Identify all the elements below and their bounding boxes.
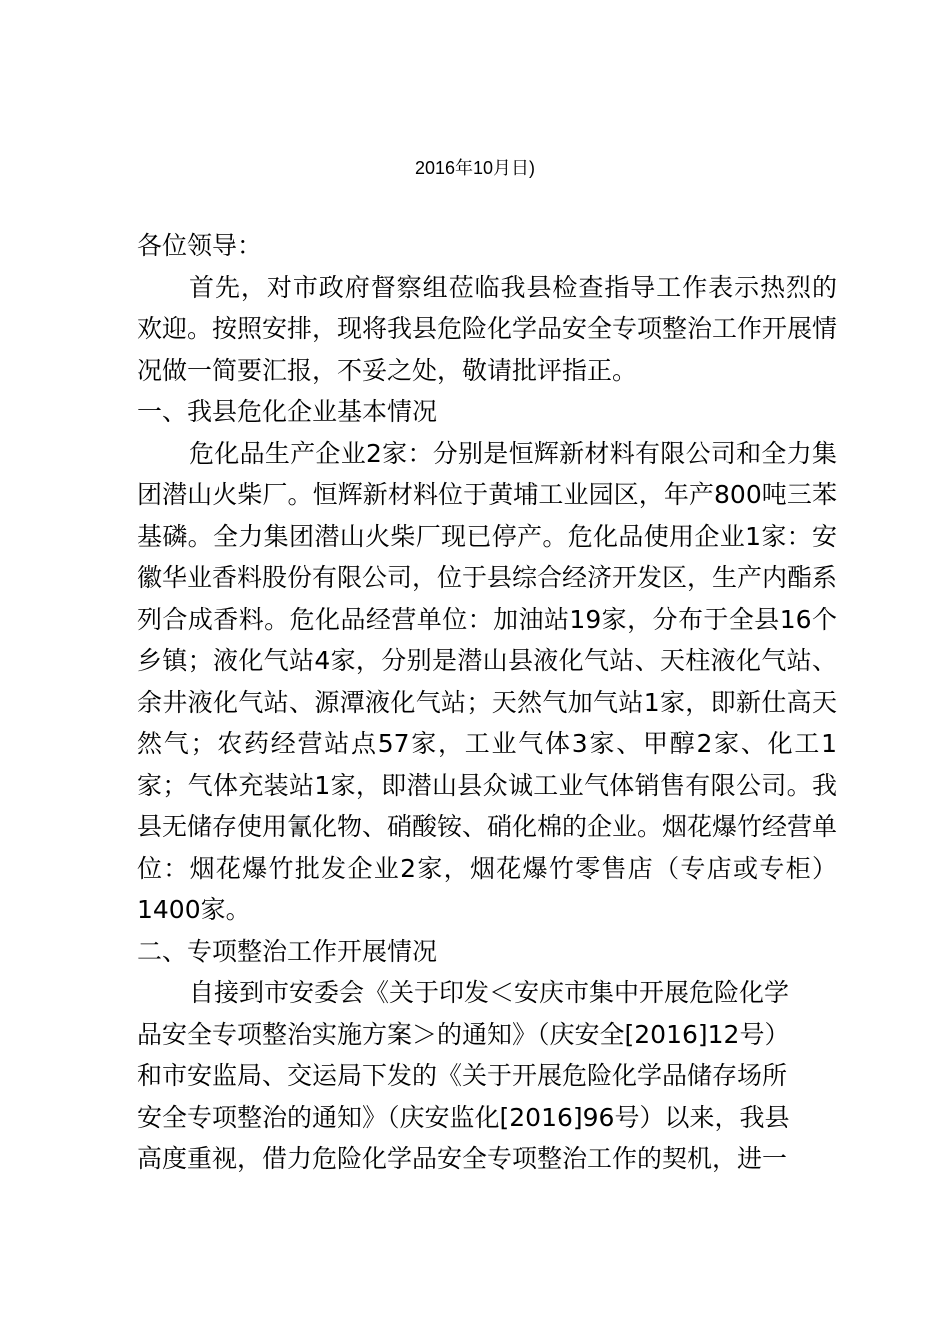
section2-line: 自接到市安委会《关于印发＜安庆市集中开展危险化学 [189,978,790,1007]
intro-paragraph: 首先，对市政府督察组莅临我县检查指导工作表示热烈的欢迎。按照安排，现将我县危险化学品安全专项整治工作开展情况做一简要汇报，不妥之处，敬请批评指正。 [137,272,838,385]
salutation: 各位领导： [137,231,263,260]
document-body [137,225,837,1180]
section2-line: 和市安监局、交运局下发的《关于开展危险化学品储存场所 [137,1061,788,1090]
section2-line: 高度重视，借力危险化学品安全专项整治工作的契机，进一 [137,1144,788,1173]
section2-heading: 二、专项整治工作开展情况 [137,936,438,966]
date-line: 2016年10月日) [414,158,536,178]
section1-heading: 一、我县危化企业基本情况 [137,397,438,426]
section2-paragraph [137,972,802,1180]
section2-line: 安全专项整治的通知》（庆安监化[2016]96号）以来，我县 [137,1102,790,1132]
section2-line: 品安全专项整治实施方案＞的通知》（庆安全[2016]12号） [137,1019,790,1049]
section1-paragraph: 危化品生产企业2家：分别是恒辉新材料有限公司和全力集团潜山火柴厂。恒辉新材料位于黄埔工业园区，年产800吨三苯基磷。全力集团潜山火柴厂现已停产。危化品使用企业1家：安徽华业香料股份有限公司，位于县综合经济开发区，生产内酯系列合成香料。危化品经营单位：加油站19家，分布于全县16个乡镇；液化气站4家，分别是潜山县液化气站、天柱液化气站、余井液化气站、源潭液化气站；天然气加气站1家，即新仕高天然气；农药经营站点57家，工业气体3家、甲醇2家、化工1家；气体充装站1家，即潜山县众诚工业气体销售有限公司。我县无储存使用氰化物、硝酸铵、硝化棉的企业。烟花爆竹经营单位：烟花爆竹批发企业2家，烟花爆竹零售店（专店或专柜）1400家。 [137,438,838,924]
